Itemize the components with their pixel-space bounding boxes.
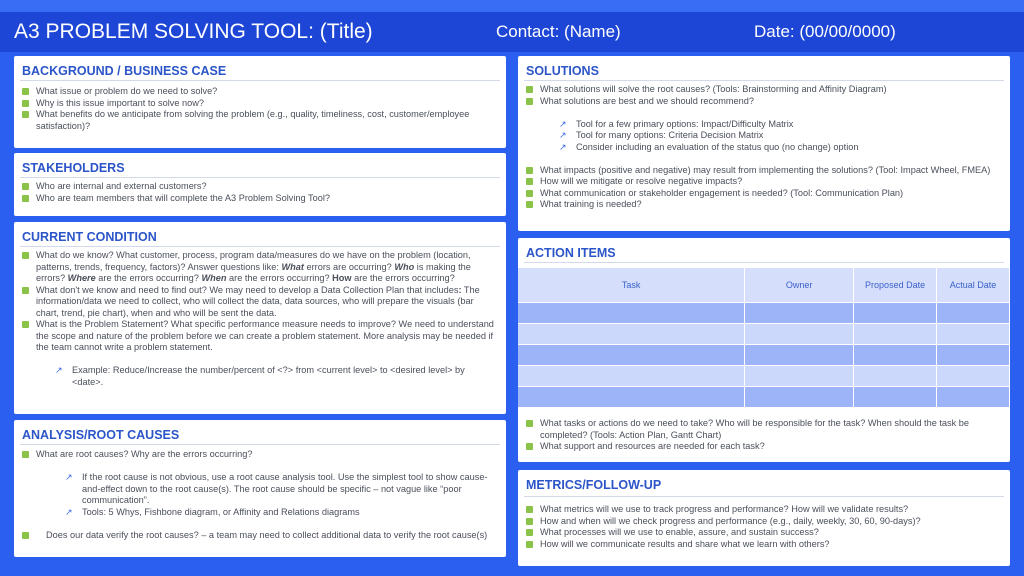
solutions-panel <box>518 56 1010 231</box>
analysis-panel <box>14 420 506 557</box>
table-cell[interactable] <box>745 302 854 323</box>
current-condition-title: CURRENT CONDITION <box>22 230 157 244</box>
trend-arrow-icon: ↗ <box>559 118 567 129</box>
table-cell[interactable] <box>518 365 745 386</box>
top-strip <box>0 0 1024 12</box>
list-item: What don't we know and need to find out? We may need to develop a Data Collection Plan that includes: The information/data we need to collect, who will collect the data, data sources, who will prepare the visuals (bar chart, trend, pie chart), when and who will be sent the data. <box>22 285 498 320</box>
stakeholders-body[interactable] <box>22 181 498 204</box>
list-item: What solutions will solve the root causes? (Tools: Brainstorming and Affinity Diagram) <box>526 84 1002 96</box>
list-item: What solutions are best and we should recommend? <box>526 96 1002 108</box>
table-row <box>518 302 1010 323</box>
bullet-icon <box>22 195 29 202</box>
solutions-body[interactable] <box>526 84 1002 211</box>
bullet-icon <box>526 98 533 105</box>
table-row <box>518 323 1010 344</box>
solutions-title: SOLUTIONS <box>526 64 599 78</box>
stakeholders-panel <box>14 153 506 216</box>
column-header-proposed-date: Proposed Date <box>854 268 937 302</box>
analysis-title: ANALYSIS/ROOT CAUSES <box>22 428 180 442</box>
table-row <box>518 365 1010 386</box>
date-field[interactable]: Date: (00/00/0000) <box>754 22 896 41</box>
action-items-table <box>518 268 1010 407</box>
list-item: What issue or problem do we need to solve? <box>22 86 498 98</box>
action-items-title: ACTION ITEMS <box>526 246 616 260</box>
table-cell[interactable] <box>518 386 745 407</box>
list-item: Who are internal and external customers? <box>22 181 498 193</box>
bullet-icon <box>526 541 533 548</box>
column-header-task: Task <box>518 268 745 302</box>
table-cell[interactable] <box>937 323 1010 344</box>
list-item: What training is needed? <box>526 199 1002 211</box>
column-header-actual-date: Actual Date <box>937 268 1010 302</box>
table-cell[interactable] <box>745 365 854 386</box>
bullet-icon <box>22 183 29 190</box>
list-item: What metrics will we use to track progress and performance? How will we validate results? <box>526 504 1002 516</box>
list-subitem: ↗ If the root cause is not obvious, use a root cause analysis tool. Use the simplest tool to show cause-and-effect down to the root cause(s). The root cause should be specific – not vague like “poor communication”. <box>65 472 488 505</box>
list-subitem: ↗ Tool for many options: Criteria Decision Matrix <box>559 130 764 140</box>
metrics-body[interactable] <box>526 504 1002 550</box>
bullet-icon <box>526 506 533 513</box>
table-cell[interactable] <box>937 302 1010 323</box>
divider <box>524 496 1004 497</box>
bullet-icon <box>526 167 533 174</box>
table-row <box>518 344 1010 365</box>
divider <box>20 80 500 81</box>
list-item: What benefits do we anticipate from solving the problem (e.g., quality, timeliness, cost, customer/employee satisfaction)? <box>22 109 498 132</box>
column-header-owner: Owner <box>745 268 854 302</box>
list-item: What impacts (positive and negative) may result from implementing the solutions? (Tool: Impact Wheel, FMEA) <box>526 165 1002 177</box>
bullet-icon <box>22 532 29 539</box>
background-title: BACKGROUND / BUSINESS CASE <box>22 64 227 78</box>
metrics-title: METRICS/FOLLOW-UP <box>526 478 662 492</box>
list-item: What are root causes? Why are the errors occurring? <box>22 449 498 461</box>
table-cell[interactable] <box>854 386 937 407</box>
bullet-icon <box>526 518 533 525</box>
bullet-icon <box>22 321 29 328</box>
trend-arrow-icon: ↗ <box>65 506 73 517</box>
list-item: How and when will we check progress and performance (e.g., daily, weekly, 30, 60, 90-days)? <box>526 516 1002 528</box>
list-item: How will we mitigate or resolve negative impacts? <box>526 176 1002 188</box>
table-cell[interactable] <box>937 386 1010 407</box>
trend-arrow-icon: ↗ <box>55 365 63 375</box>
list-item: Does our data verify the root causes? – a team may need to collect additional data to verify the root cause(s) <box>22 530 498 542</box>
list-item: What is the Problem Statement? What specific performance measure needs to improve? We need to understand the scope and nature of the problem before we can create a problem statement. More analysis may be needed if the team cannot write a problem statement. <box>22 319 498 354</box>
divider <box>20 444 500 445</box>
page-title[interactable]: A3 PROBLEM SOLVING TOOL: (Title) <box>14 20 373 43</box>
bullet-icon <box>22 100 29 107</box>
table-cell[interactable] <box>745 323 854 344</box>
background-panel <box>14 56 506 148</box>
list-item: What communication or stakeholder engagement is needed? (Tool: Communication Plan) <box>526 188 1002 200</box>
trend-arrow-icon: ↗ <box>559 141 567 152</box>
background-body[interactable] <box>22 86 498 132</box>
contact-field[interactable]: Contact: (Name) <box>496 22 621 41</box>
list-item: What tasks or actions do we need to take? Who will be responsible for the task? When should the task be completed? (Tools: Action Plan, Gantt Chart) <box>526 418 1002 441</box>
metrics-panel <box>518 470 1010 566</box>
list-item: How will we communicate results and share what we learn with others? <box>526 539 1002 551</box>
table-cell[interactable] <box>745 386 854 407</box>
analysis-body[interactable] <box>22 449 498 541</box>
table-cell[interactable] <box>745 344 854 365</box>
action-items-body[interactable] <box>526 418 1002 453</box>
bullet-icon <box>22 88 29 95</box>
list-item: Who are team members that will complete the A3 Problem Solving Tool? <box>22 193 498 205</box>
current-condition-panel <box>14 222 506 414</box>
list-subitem: ↗ Tools: 5 Whys, Fishbone diagram, or Affinity and Relations diagrams <box>65 506 360 517</box>
table-cell[interactable] <box>518 344 745 365</box>
table-cell[interactable] <box>854 344 937 365</box>
divider <box>524 262 1004 263</box>
table-cell[interactable] <box>854 302 937 323</box>
list-item: What support and resources are needed for each task? <box>526 441 1002 453</box>
bullet-icon <box>22 111 29 118</box>
bullet-icon <box>526 420 533 427</box>
bullet-icon <box>526 190 533 197</box>
current-condition-body[interactable] <box>22 250 498 388</box>
list-subitem: ↗ Consider including an evaluation of the status quo (no change) option <box>559 141 859 152</box>
divider <box>20 177 500 178</box>
list-item: What do we know? What customer, process, program data/measures do we have on the problem (location, patterns, trends, frequency, factors)? Answer questions like: What errors are occurring? Who is making the errors? Where are the errors occurring? When are the errors occurring? How are the errors occurring? <box>22 250 498 285</box>
divider <box>524 80 1004 81</box>
table-cell[interactable] <box>854 365 937 386</box>
table-cell[interactable] <box>937 344 1010 365</box>
bullet-icon <box>22 252 29 259</box>
divider <box>20 246 500 247</box>
list-subitem: ↗ Tool for a few primary options: Impact/Difficulty Matrix <box>559 118 794 129</box>
bullet-icon <box>526 529 533 536</box>
bullet-icon <box>22 287 29 294</box>
trend-arrow-icon: ↗ <box>65 472 73 482</box>
list-subitem: ↗ Example: Reduce/Increase the number/percent of <?> from <current level> to <desired level> by <date>. <box>55 365 465 387</box>
list-item: Why is this issue important to solve now? <box>22 98 498 110</box>
bullet-icon <box>526 201 533 208</box>
bullet-icon <box>526 86 533 93</box>
table-cell[interactable] <box>518 323 745 344</box>
bullet-icon <box>526 443 533 450</box>
table-cell[interactable] <box>854 323 937 344</box>
table-row <box>518 386 1010 407</box>
table-cell[interactable] <box>518 302 745 323</box>
stakeholders-title: STAKEHOLDERS <box>22 161 125 175</box>
bullet-icon <box>526 178 533 185</box>
list-item: What processes will we use to enable, assure, and sustain success? <box>526 527 1002 539</box>
table-cell[interactable] <box>937 365 1010 386</box>
header-bar <box>0 12 1024 52</box>
trend-arrow-icon: ↗ <box>559 130 567 140</box>
bullet-icon <box>22 451 29 458</box>
